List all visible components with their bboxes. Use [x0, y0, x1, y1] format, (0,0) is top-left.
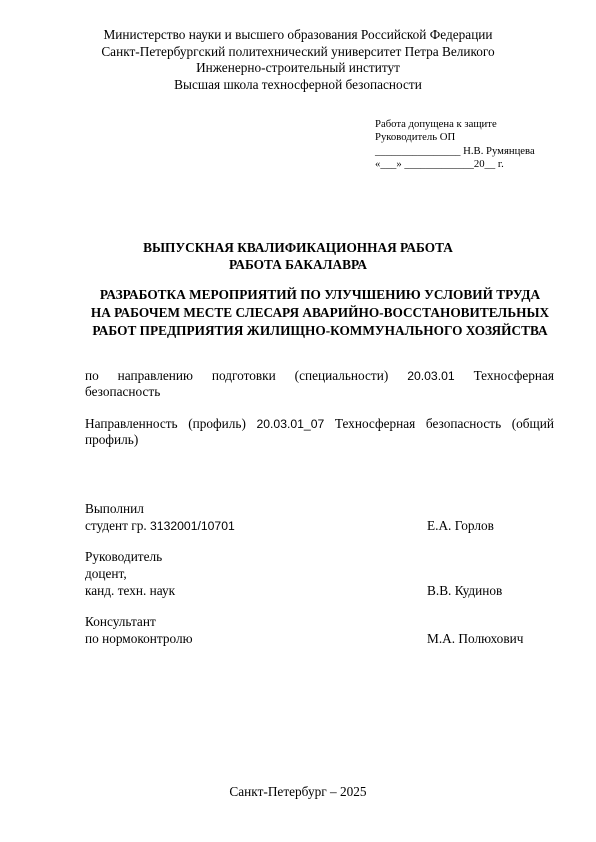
profile-code: 20.03.01_07	[256, 417, 325, 431]
approval-head-role: Руководитель ОП	[375, 131, 456, 144]
performer-role: Выполнил	[85, 501, 144, 516]
work-type-title: ВЫПУСКНАЯ КВАЛИФИКАЦИОННАЯ РАБОТА	[143, 240, 453, 255]
university-line: Санкт-Петербургский политехнический университет Петра Великого	[101, 43, 495, 59]
institution-header	[0, 27, 596, 93]
performer-group-prefix: студент гр.	[85, 518, 147, 533]
supervisor-row	[85, 582, 555, 599]
direction-code: 20.03.01	[407, 369, 455, 383]
work-titles	[0, 240, 596, 274]
supervisor-block	[85, 548, 555, 599]
consultant-role: Консультант	[85, 614, 156, 629]
supervisor-position: доцент,	[85, 566, 127, 581]
direction-name: Техносферная безопасность	[85, 368, 555, 400]
consultant-name: М.А. Полюхович	[427, 631, 524, 646]
profile-name: Техносферная безопасность (общий профиль)	[85, 416, 555, 448]
school-line: Высшая школа техносферной безопасности	[174, 76, 422, 92]
approval-signature-line: ________________ Н.В. Румянцева	[375, 144, 535, 157]
performer-group-number: 3132001/10701	[150, 519, 235, 533]
ministry-line: Министерство науки и высшего образования Российской Федерации	[103, 27, 493, 42]
direction-paragraph	[85, 368, 554, 401]
approval-admitted: Работа допущена к защите	[375, 118, 497, 130]
institute-line: Инженерно-строительный институт	[196, 60, 400, 75]
performer-name: Е.А. Горлов	[427, 518, 494, 533]
profile-paragraph	[85, 416, 554, 449]
degree-title: РАБОТА БАКАЛАВРА	[228, 256, 368, 272]
profile-prefix: Направленность (профиль)	[85, 416, 246, 431]
performer-group-line	[85, 517, 235, 535]
supervisor-name: В.В. Кудинов	[427, 583, 503, 598]
consultant-block	[85, 613, 555, 647]
consultant-detail: по нормоконтролю	[85, 631, 193, 646]
performer-block	[85, 500, 555, 535]
consultant-row	[85, 630, 555, 647]
approval-date-line: «___» _____________20__ г.	[375, 158, 504, 171]
supervisor-degree: канд. техн. наук	[85, 583, 176, 598]
thesis-topic: РАЗРАБОТКА МЕРОПРИЯТИЙ ПО УЛУЧШЕНИЮ УСЛОВИЙ ТРУДА НА РАБОЧЕМ МЕСТЕ СЛЕСАРЯ АВАРИЙНО-ВОССТАНОВИТЕЛЬНЫХ РАБОТ ПРЕДПРИЯТИЯ ЖИЛИЩНО-КОММУНАЛЬНОГО ХОЗЯЙСТВА	[90, 287, 550, 338]
approval-block	[375, 118, 535, 172]
direction-prefix: по направлению подготовки (специальности)	[85, 368, 389, 383]
performer-row	[85, 517, 555, 535]
city-year: Санкт-Петербург – 2025	[229, 784, 367, 799]
supervisor-role: Руководитель	[85, 549, 163, 564]
